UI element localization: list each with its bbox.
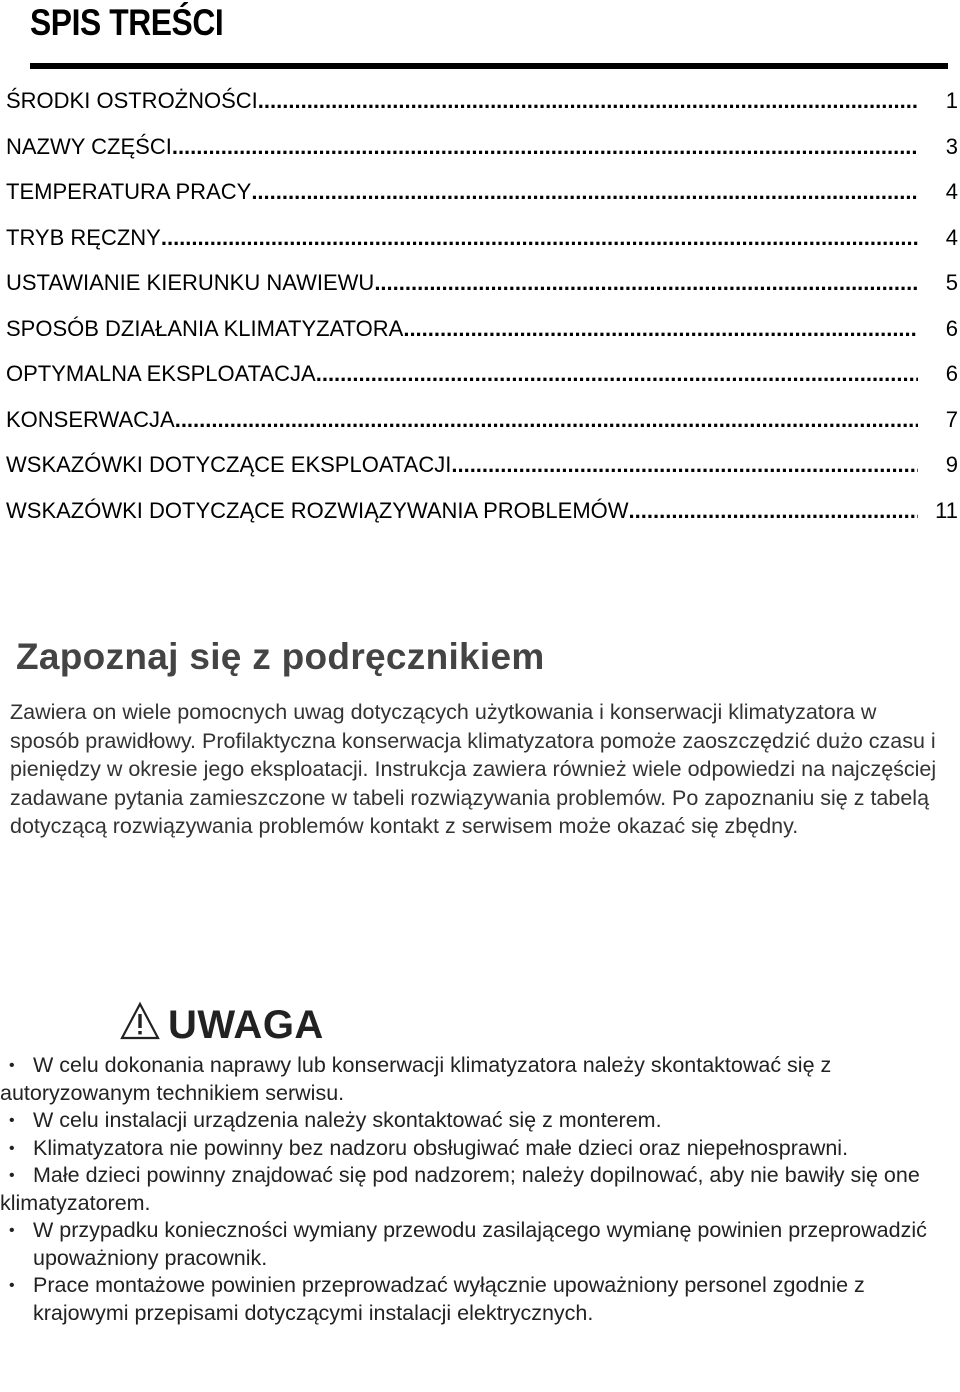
warning-item [0,1272,950,1327]
toc-entry[interactable] [6,314,958,360]
bullet-icon: • [9,1139,15,1157]
toc-list [6,86,958,541]
toc-entry[interactable] [6,132,958,178]
warning-item-text: Małe dzieci powinny znajdować się pod nadzorem; należy dopilnować, aby nie bawiły się one klimatyzatorem. [0,1163,920,1215]
bullet-icon: • [9,1277,15,1294]
toc-leader-dots [374,268,918,298]
warning-item-text: W celu dokonania naprawy lub konserwacji klimatyzatora należy skontaktować się z autoryzowanym technikiem serwisu. [0,1053,832,1105]
toc-entry[interactable] [6,450,958,496]
toc-entry-page: 9 [945,452,958,477]
toc-entry-label: TRYB RĘCZNY [6,224,161,250]
warning-item [0,1052,950,1107]
toc-entry-page: 5 [945,270,958,295]
warning-item [0,1162,950,1217]
toc-entry-label: TEMPERATURA PRACY [6,179,252,204]
toc-entry[interactable] [6,86,958,132]
toc-leader-dots [251,177,918,207]
bullet-icon: • [9,1167,15,1184]
toc-entry-label: KONSERWACJA [6,406,175,432]
toc-leader-dots [175,405,918,435]
toc-entry-label: SPOSÓB DZIAŁANIA KLIMATYZATORA [6,315,404,341]
toc-leader-dots [258,86,918,116]
toc-title: SPIS TREŚCI [30,2,224,43]
toc-entry-label: WSKAZÓWKI DOTYCZĄCE EKSPLOATACJI [6,452,452,477]
warning-header [120,993,324,1049]
warning-item [0,1217,950,1272]
toc-entry[interactable] [6,177,958,223]
toc-entry[interactable] [6,268,958,314]
warning-title: UWAGA [168,1003,324,1047]
toc-entry-label: ŚRODKI OSTROŻNOŚCI [6,88,258,113]
toc-leader-dots [316,359,918,389]
bullet-icon: • [9,1057,15,1074]
toc-leader-dots [172,132,918,162]
toc-entry-page: 4 [945,179,958,204]
toc-entry-label: WSKAZÓWKI DOTYCZĄCE ROZWIĄZYWANIA PROBLEMÓW [6,497,629,523]
toc-entry-page: 7 [945,406,958,432]
intro-heading: Zapoznaj się z podręcznikiem [16,636,545,677]
toc-entry-page: 6 [945,315,958,341]
toc-entry[interactable] [6,405,958,451]
warning-list [0,1052,950,1327]
warning-triangle-icon [120,1001,160,1041]
toc-entry[interactable] [6,496,958,542]
toc-entry-page: 3 [945,133,958,159]
warning-item [0,1135,950,1163]
warning-item-text: W przypadku konieczności wymiany przewodu zasilającego wymianę powinien przeprowadzić upoważniony pracownik. [33,1218,927,1270]
bullet-icon: • [9,1112,15,1129]
toc-entry[interactable] [6,359,958,405]
warning-item-text: Prace montażowe powinien przeprowadzać wyłącznie upoważniony personel zgodnie z krajowymi przepisami dotyczącymi instalacji elektrycznych. [33,1273,865,1325]
toc-leader-dots [451,450,918,480]
toc-entry-page: 1 [945,88,958,113]
toc-entry[interactable] [6,223,958,269]
warning-item-text: Klimatyzatora nie powinny bez nadzoru obsługiwać małe dzieci oraz niepełnosprawni. [33,1135,849,1160]
toc-entry-page: 11 [935,497,958,523]
warning-item-text: W celu instalacji urządzenia należy skontaktować się z monterem. [33,1108,662,1132]
bullet-icon: • [9,1222,15,1239]
toc-entry-label: OPTYMALNA EKSPLOATACJA [6,361,316,386]
toc-entry-label: USTAWIANIE KIERUNKU NAWIEWU [6,270,375,295]
warning-item [0,1107,950,1135]
toc-entry-page: 4 [945,224,958,250]
toc-entry-page: 6 [945,361,958,386]
intro-paragraph: Zawiera on wiele pomocnych uwag dotyczących użytkowania i konserwacji klimatyzatora w sposób prawidłowy. Profilaktyczna konserwacja klimatyzatora pomoże zaoszczędzić dużo czasu i pieniędzy w okresie jego eksploatacji. Instrukcja zawiera również wiele odpowiedzi na najczęściej zadawane pytania zamieszczone w tabeli rozwiązywania problemów. Po zapoznaniu się z tabelą dotyczącą rozwiązywania problemów kontakt z serwisem może okazać się zbędny. [10,700,937,838]
toc-leader-dots [629,496,918,526]
toc-leader-dots [161,223,918,253]
toc-divider [30,63,948,69]
toc-entry-label: NAZWY CZĘŚCI [6,133,172,159]
toc-leader-dots [403,314,918,344]
